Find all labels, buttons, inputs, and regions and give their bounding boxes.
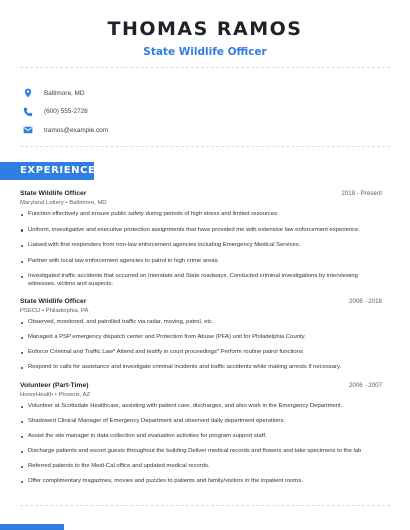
next-section-tab xyxy=(0,524,64,530)
divider xyxy=(20,67,390,68)
job-employer-line xyxy=(20,308,382,314)
contact-phone-text: (600) 555-2728 xyxy=(44,108,88,115)
job-bullets xyxy=(20,319,382,372)
list-item: Respond to calls for assistance and investigate criminal incidents and traffic accidents while making arrests if necessary. xyxy=(20,364,382,372)
contact-location xyxy=(22,84,382,102)
experience-entry xyxy=(20,382,382,486)
list-item: Managed a PSP emergency dispatch center and Protection from Abuse (PFA) unit for Philadelphia County. xyxy=(20,334,382,342)
phone-icon xyxy=(22,106,34,118)
list-item: Assist the site manager in data collection and evaluation activities for program support staff. xyxy=(20,433,382,441)
job-title: State Wildlife Officer xyxy=(20,298,87,305)
separator-dot: • xyxy=(54,392,57,398)
list-item: Function effectively and ensure public safety during periods of high stress and limited resources. xyxy=(20,211,382,219)
contact-email[interactable] xyxy=(22,121,382,139)
job-title: State Wildlife Officer xyxy=(20,190,87,197)
job-dates: 2008 - 2018 xyxy=(348,298,382,305)
list-item: Offer complimentary magazines, movies and puzzles to patients and family/visitors in the inpatient rooms. xyxy=(20,478,382,486)
experience-entry xyxy=(20,190,382,289)
contact-phone xyxy=(22,103,382,121)
list-item: Liaised with first responders from non-law enforcement agencies including Emergency Medical Services. xyxy=(20,242,382,250)
list-item: Partner with local law enforcement agencies to patrol in high crime areas. xyxy=(20,258,382,266)
candidate-title: State Wildlife Officer xyxy=(143,46,267,58)
job-bullets xyxy=(20,403,382,486)
list-item: Enforce Criminal and Traffic Law* Attend and testify in court proceedings* Perform routine patrol functions xyxy=(20,349,382,357)
job-company: Maryland Lottery xyxy=(20,200,64,206)
separator-dot: • xyxy=(65,200,68,206)
list-item: Volunteer at Scottsdale Healthcare, assisting with patient care, discharges, and also work in the Emergency Department. xyxy=(20,403,382,411)
divider xyxy=(20,146,390,147)
job-title: Volunteer (Part-Time) xyxy=(20,382,89,389)
experience-entry xyxy=(20,298,382,372)
list-item: Discharge patients and escort guests throughout the building Deliver medical records and flowers and take specimens to the lab xyxy=(20,448,382,456)
job-bullets xyxy=(20,211,382,289)
candidate-name: THOMAS RAMOS xyxy=(107,18,303,40)
divider xyxy=(20,505,390,506)
contact-location-text: Baltimore, MD xyxy=(44,89,85,97)
job-company: HonorHealth xyxy=(20,392,54,398)
job-employer-line xyxy=(20,200,382,206)
list-item: Investigated traffic accidents that occurred on Interstate and State roadways. Conducted criminal investigations by interviewing witnesses, victims and suspects. xyxy=(20,273,382,288)
section-heading-experience xyxy=(0,162,94,180)
section-heading-text: EXPERIENCE xyxy=(20,165,96,176)
list-item: Observed, monitored, and patrolled traffic via radar, moving, patrol, etc. xyxy=(20,319,382,327)
job-location: Philadelphia, PA xyxy=(45,308,89,314)
list-item: Referred patients to the Medi-Cal office and updated medical records. xyxy=(20,463,382,471)
contact-email-text[interactable]: tramos@example.com xyxy=(44,126,109,134)
job-company: PSECU xyxy=(20,308,41,314)
map-pin-icon xyxy=(22,87,34,99)
job-employer-line xyxy=(20,392,382,398)
contact-list xyxy=(22,84,382,140)
job-dates: 2006 - 2007 xyxy=(348,382,382,389)
job-location: Baltimore, MD xyxy=(69,200,107,206)
email-icon xyxy=(22,124,34,136)
list-item: Shadowed Clinical Manager of Emergency Department and observed daily department operations. xyxy=(20,418,382,426)
resume-header xyxy=(0,18,410,58)
job-location: Phoenix, AZ xyxy=(58,392,91,398)
job-dates: 2018 - Present xyxy=(341,190,382,197)
separator-dot: • xyxy=(41,308,44,314)
list-item: Uniform, investigative and executive protection assignments that have provided me with extensive law enforcement experience. xyxy=(20,227,382,235)
